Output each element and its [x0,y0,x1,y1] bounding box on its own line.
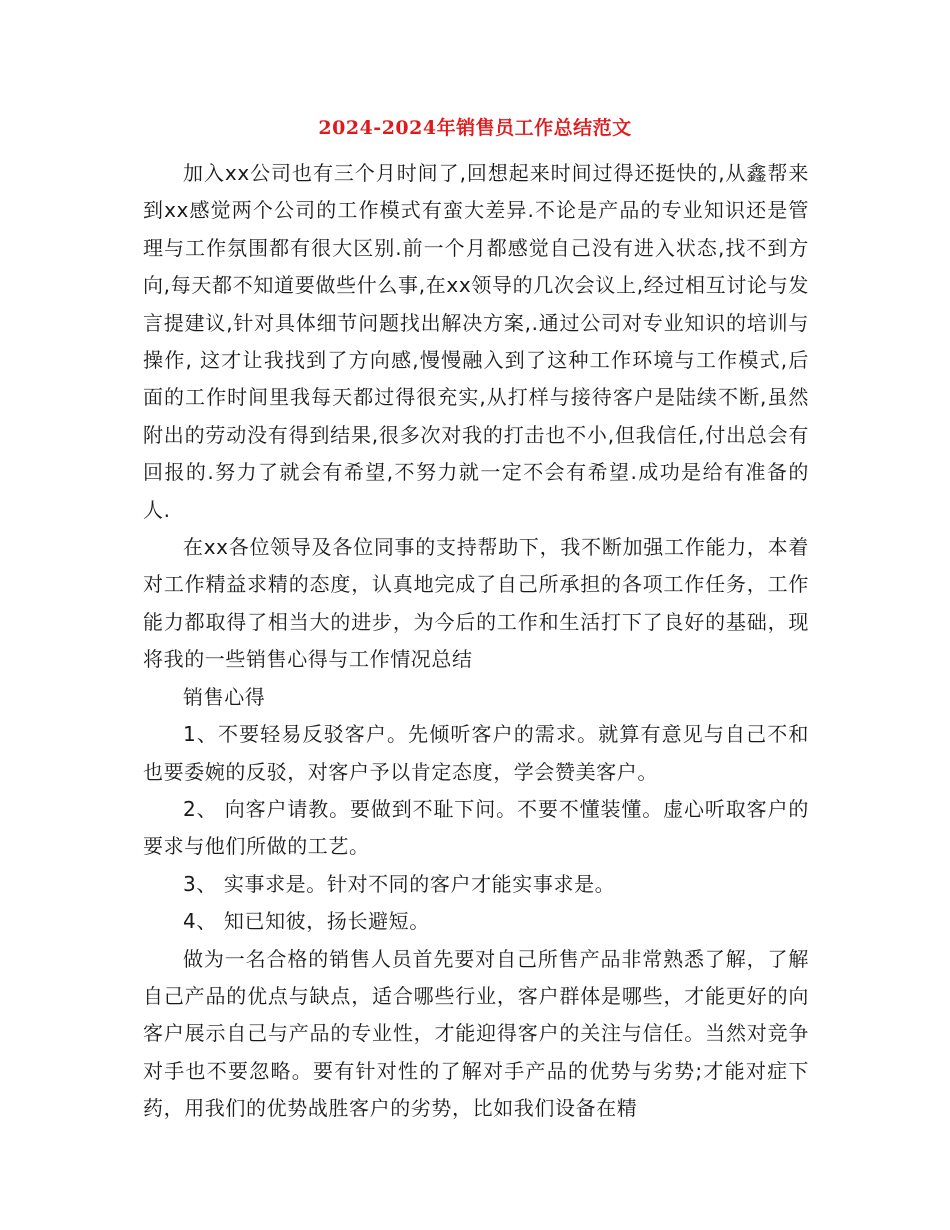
paragraph-progress: 在xx各位领导及各位同事的支持帮助下，我不断加强工作能力，本着对工作精益求精的态度，认真地完成了自己所承担的各项工作任务，工作能力都取得了相当大的进步，为今后的工作和生活打下了良好的基础，现将我的一些销售心得与工作情况总结 [143,535,809,672]
document-title: 2024-2024年销售员工作总结范文 [318,117,632,139]
section-heading-sales-tips: 销售心得 [183,684,266,709]
list-item-4: 4、 知已知彼，扬长避短。 [183,909,430,934]
list-item-3: 3、 实事求是。针对不同的客户才能实事求是。 [183,871,616,896]
list-item-1: 1、不要轻易反驳客户。先倾听客户的需求。就算有意见与自己不和也要委婉的反驳，对客户予以肯定态度，学会赞美客户。 [143,722,809,784]
paragraph-product-knowledge: 做为一名合格的销售人员首先要对自己所售产品非常熟悉了解，了解自己产品的优点与缺点，适合哪些行业，客户群体是哪些，才能更好的向客户展示自己与产品的专业性，才能迎得客户的关注与信任。当然对竞争对手也不要忽略。要有针对性的了解对手产品的优势与劣势;才能对症下药，用我们的优势战胜客户的劣势，比如我们设备在精 [143,946,809,1121]
list-item-2: 2、 向客户请教。要做到不耻下问。不要不懂装懂。虚心听取客户的要求与他们所做的工艺。 [143,796,809,859]
document-body [143,155,809,1128]
paragraph-intro: 加入xx公司也有三个月时间了,回想起来时间过得还挺快的,从鑫帮来到xx感觉两个公司的工作模式有蛮大差异.不论是产品的专业知识还是管理与工作氛围都有很大区别.前一个月都感觉自己没有进入状态,找不到方向,每天都不知道要做些什么事,在xx领导的几次会议上,经过相互讨论与发言提建议,针对具体细节问题找出解决方案,.通过公司对专业知识的培训与操作, 这才让我找到了方向感,慢慢融入到了这种工作环境与工作模式,后面的工作时间里我每天都过得很充实,从打样与接待客户是陆续不断,虽然附出的劳动没有得到结果,很多次对我的打击也不小,但我信任,付出总会有回报的.努力了就会有希望,不努力就一定不会有希望.成功是给有准备的人. [143,161,809,522]
